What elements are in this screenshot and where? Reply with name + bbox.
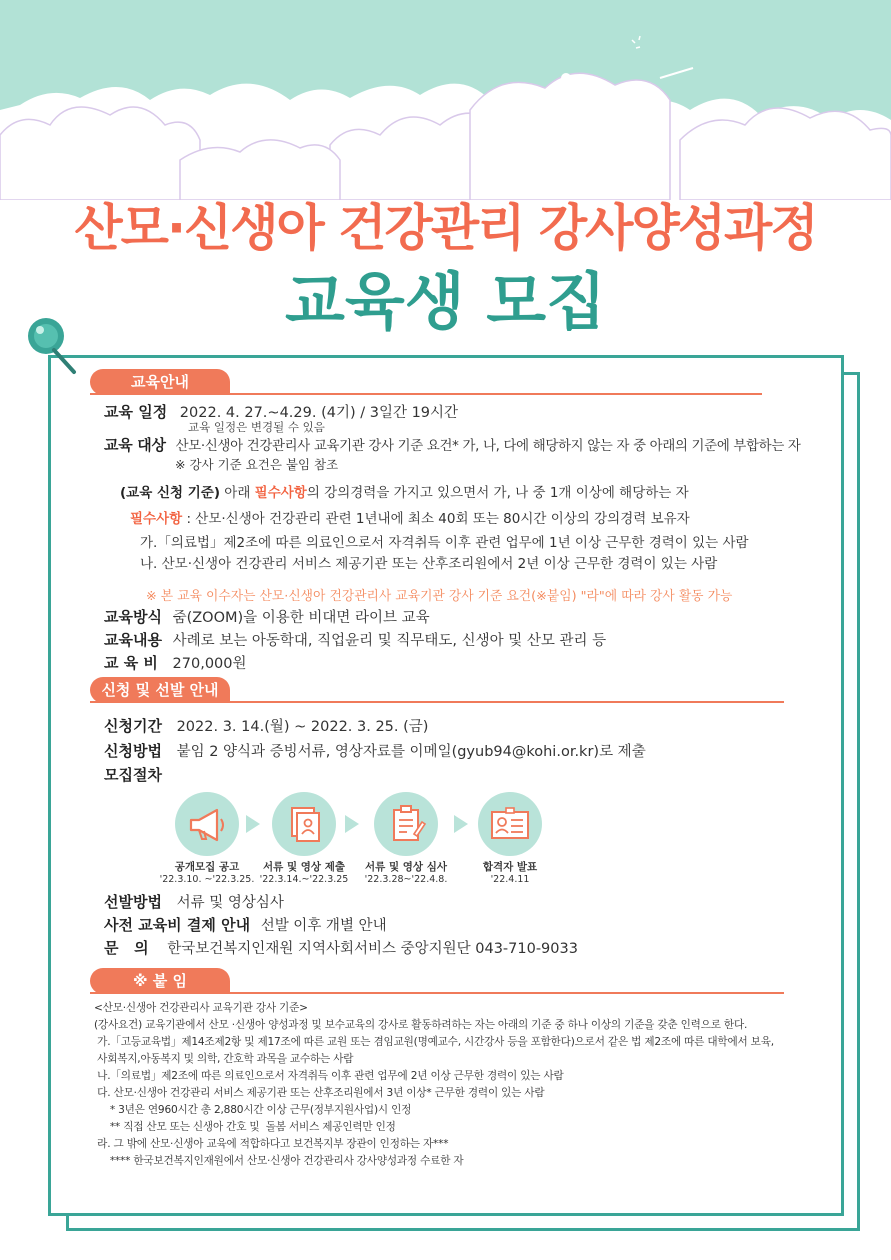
step-label: 합격자 발표: [482, 861, 538, 873]
step-icon-circle: [478, 792, 542, 856]
schedule-note: 교육 일정은 변경될 수 있음: [188, 420, 325, 434]
notice-text: ※ 본 교육 이수자는 산모·신생아 건강관리사 교육기관 강사 기준 요건(※붙임) "라"에 따라 강사 활동 가능: [146, 589, 733, 604]
section-divider: [90, 701, 784, 703]
method-row: [104, 606, 430, 627]
apply-label: 신청방법: [104, 742, 162, 760]
attachment-line: **** 한국보건복지인재원에서 산모·신생아 건강관리사 강사양성과정 수료한 자: [94, 1155, 464, 1167]
item-ga: 가.「의료법」제2조에 따른 의료인으로서 자격취득 이후 관련 업무에 1년 이상 근무한 경력이 있는 사람: [140, 535, 749, 551]
content-value: 사례로 보는 아동학대, 직업윤리 및 직무태도, 신생아 및 산모 관리 등: [172, 633, 607, 649]
criteria-pre: 아래: [220, 485, 255, 501]
section-divider: [90, 992, 784, 994]
pushpin-icon: [18, 312, 88, 382]
attachment-line: 사회복지,아동복지 및 의학, 간호학 과목을 교수하는 사람: [94, 1053, 354, 1065]
period-row: [104, 715, 428, 736]
required-label: 필수사항: [130, 511, 183, 527]
prepay-value: 선발 이후 개별 안내: [260, 918, 387, 934]
attachment-line: 가.「고등교육법」제14조제2항 및 제17조에 따른 교원 또는 겸임교원(명예교수, 시간강사 등을 포함한다)으로서 같은 법 제2조에 따른 대학에서 보육,: [94, 1036, 774, 1048]
attachment-line: 다. 산모·신생아 건강관리 서비스 제공기관 또는 산후조리원에서 3년 이상* 근무한 경력이 있는 사람: [94, 1087, 545, 1099]
method-value: 줌(ZOOM)을 이용한 비대면 라이브 교육: [172, 610, 430, 626]
period-label: 신청기간: [104, 717, 162, 735]
content-label: 교육내용: [104, 631, 162, 649]
step-label: 서류 및 영상 제출: [263, 861, 345, 873]
selection-label: 선발방법: [104, 893, 162, 911]
page-title: 산모·신생아 건강관리 강사양성과정: [74, 199, 817, 257]
schedule-value: 2022. 4. 27.~4.29. (4기) / 3일간 19시간: [179, 405, 459, 421]
contact-label: 문 의: [104, 939, 149, 957]
step-icon-circle: [374, 792, 438, 856]
step-date: '22.3.14.~'22.3.25: [259, 874, 349, 885]
required-text: : 산모·신생아 건강관리 관련 1년내에 최소 40회 또는 80시간 이상의 강의경력 보유자: [182, 511, 690, 527]
attachment-line: ** 직접 산모 또는 신생아 간호 및 돌봄 서비스 제공인력만 인정: [94, 1121, 396, 1133]
attachment-line: <산모·신생아 건강관리사 교육기관 강사 기준>: [94, 1002, 308, 1014]
criteria-label: (교육 신청 기준): [120, 485, 220, 501]
documents-icon: [272, 792, 336, 856]
period-value: 2022. 3. 14.(월) ~ 2022. 3. 25. (금): [176, 719, 429, 735]
attachment-line: (강사요건) 교육기관에서 산모 ·신생아 양성과정 및 보수교육의 강사로 활동하려하는 자는 아래의 기준 중 하나 이상의 기준을 갖춘 인력으로 한다.: [94, 1019, 748, 1031]
apply-row: [104, 740, 646, 761]
target-note: ※ 강사 기준 요건은 붙임 참조: [175, 457, 339, 472]
schedule-label: 교육 일정: [104, 403, 168, 421]
fee-value: 270,000원: [172, 656, 247, 672]
step-date: '22.3.10. ~'22.3.25.: [159, 874, 255, 885]
procedure-row: [104, 764, 162, 785]
step-label: 서류 및 영상 심사: [365, 861, 447, 873]
attachment-line: 나.「의료법」제2조에 따른 의료인으로서 자격취득 이후 관련 업무에 2년 이상 근무한 경력이 있는 사람: [94, 1070, 564, 1082]
procedure-label: 모집절차: [104, 766, 162, 784]
target-value: 산모·신생아 건강관리사 교육기관 강사 기준 요건* 가, 나, 다에 해당하지 않는 자 중 아래의 기준에 부합하는 자: [175, 439, 801, 454]
step-arrow: [454, 815, 468, 833]
target-label: 교육 대상: [104, 436, 166, 454]
fee-label: 교 육 비: [104, 654, 158, 672]
section-header-attachment: ※ 붙 임: [90, 968, 230, 994]
item-na: 나. 산모·신생아 건강관리 서비스 제공기관 또는 산후조리원에서 2년 이상 근무한 경력이 있는 사람: [140, 556, 718, 572]
prepay-row: [104, 914, 387, 935]
step-icon-circle: [272, 792, 336, 856]
content-row: [104, 629, 606, 650]
attachment-line: * 3년은 연960시간 총 2,880시간 이상 근무(정부지원사업)시 인정: [94, 1104, 412, 1116]
required-row: [130, 507, 690, 527]
contact-value: 한국보건복지인재원 지역사회서비스 중앙지원단 043-710-9033: [167, 941, 578, 957]
target-row: [104, 434, 801, 455]
attachment-line: 라. 그 밖에 산모·신생아 교육에 적합하다고 보건복지부 장관이 인정하는 자***: [94, 1138, 449, 1150]
megaphone-icon: [175, 792, 239, 856]
contact-row: [104, 937, 578, 958]
step-date: '22.4.11: [490, 874, 530, 885]
clipboard-icon: [374, 792, 438, 856]
step-label: 공개모집 공고: [174, 861, 240, 873]
selection-value: 서류 및 영상심사: [176, 895, 284, 911]
selection-row: [104, 891, 284, 912]
step-date: '22.3.28~'22.4.8.: [364, 874, 448, 885]
method-label: 교육방식: [104, 608, 162, 626]
id-card-icon: [478, 792, 542, 856]
step-arrow: [345, 815, 359, 833]
step-icon-circle: [175, 792, 239, 856]
section-divider: [90, 393, 762, 395]
criteria-highlight: 필수사항: [254, 485, 307, 501]
criteria-post: 의 강의경력을 가지고 있으면서 가, 나 중 1개 이상에 해당하는 자: [306, 485, 689, 501]
step-arrow: [246, 815, 260, 833]
criteria-row: [120, 481, 689, 501]
section-header-education: 교육안내: [90, 369, 230, 395]
section-header-application: 신청 및 선발 안내: [90, 677, 230, 703]
page-subtitle: 교육생 모집: [284, 265, 607, 338]
prepay-label: 사전 교육비 결제 안내: [104, 916, 251, 934]
fee-row: [104, 652, 247, 673]
apply-value: 붙임 2 양식과 증빙서류, 영상자료를 이메일(gyub94@kohi.or.kr)로 제출: [176, 744, 646, 760]
cloud-background: [0, 0, 891, 200]
